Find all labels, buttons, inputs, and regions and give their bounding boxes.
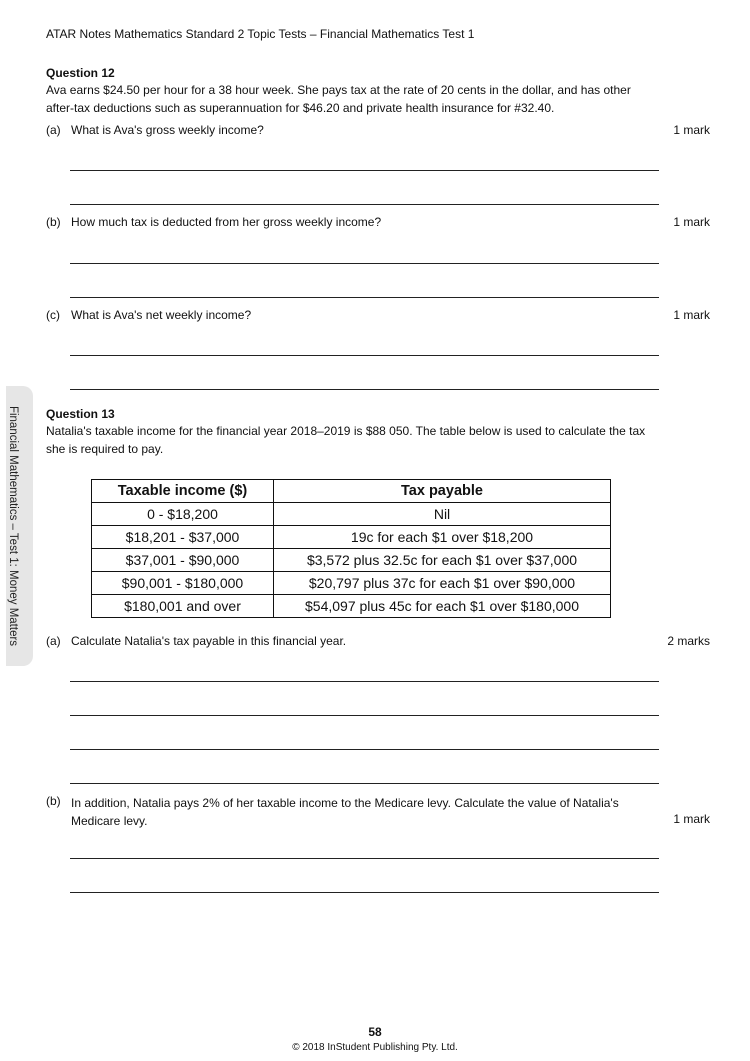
- part-label: (a): [46, 634, 61, 648]
- table-header-row: [92, 480, 611, 503]
- table-header-cell: Taxable income ($): [92, 480, 274, 503]
- part-text: What is Ava's net weekly income?: [71, 308, 252, 322]
- part-label: (b): [46, 215, 61, 229]
- part-text: How much tax is deducted from her gross weekly income?: [71, 215, 382, 229]
- part-text: Calculate Natalia's tax payable in this financial year.: [71, 634, 347, 648]
- part-label: (a): [46, 123, 61, 137]
- marks-13b: 1 mark: [673, 812, 710, 826]
- question-12c: [46, 308, 666, 324]
- question-12-intro-line1: Ava earns $24.50 per hour for a 38 hour week. She pays tax at the rate of 20 cents in the dollar, and has other: [46, 83, 631, 97]
- answer-line[interactable]: [70, 355, 659, 356]
- table-cell: $37,001 - $90,000: [92, 549, 274, 572]
- part-label: (b): [46, 794, 61, 808]
- question-12-intro: [46, 81, 662, 117]
- table-cell: $3,572 plus 32.5c for each $1 over $37,000: [274, 549, 611, 572]
- table-cell: $90,001 - $180,000: [92, 572, 274, 595]
- question-13b: [46, 794, 666, 830]
- question-13-intro: [46, 422, 662, 458]
- question-13-intro-line1: Natalia's taxable income for the financial year 2018–2019 is $88 050. The table below is used to calculate the tax: [46, 424, 646, 438]
- question-12a: [46, 123, 666, 139]
- table-row: [92, 595, 611, 618]
- table-cell: $20,797 plus 37c for each $1 over $90,000: [274, 572, 611, 595]
- page-header: ATAR Notes Mathematics Standard 2 Topic Tests – Financial Mathematics Test 1: [46, 27, 475, 41]
- part-text-line1: In addition, Natalia pays 2% of her taxable income to the Medicare levy. Calculate the value of Natalia's: [71, 796, 619, 810]
- table-cell: $180,001 and over: [92, 595, 274, 618]
- question-12-title: Question 12: [46, 66, 115, 80]
- marks-13a: 2 marks: [667, 634, 710, 648]
- table-cell: Nil: [274, 503, 611, 526]
- marks-12b: 1 mark: [673, 215, 710, 229]
- table-cell: 0 - $18,200: [92, 503, 274, 526]
- answer-line[interactable]: [70, 297, 659, 298]
- table-row: [92, 549, 611, 572]
- answer-line[interactable]: [70, 858, 659, 859]
- table-cell: 19c for each $1 over $18,200: [274, 526, 611, 549]
- answer-line[interactable]: [70, 170, 659, 171]
- question-12-intro-line2: after-tax deductions such as superannuation for $46.20 and private health insurance for #32.40.: [46, 101, 555, 115]
- answer-line[interactable]: [70, 681, 659, 682]
- answer-line[interactable]: [70, 715, 659, 716]
- answer-line[interactable]: [70, 749, 659, 750]
- side-tab-label: Financial Mathematics – Test 1: Money Matters: [7, 405, 19, 647]
- table-row: [92, 526, 611, 549]
- table-header-cell: Tax payable: [274, 480, 611, 503]
- answer-line[interactable]: [70, 389, 659, 390]
- answer-line[interactable]: [70, 204, 659, 205]
- table-row: [92, 503, 611, 526]
- question-13-intro-line2: she is required to pay.: [46, 442, 164, 456]
- answer-line[interactable]: [70, 892, 659, 893]
- table-cell: $54,097 plus 45c for each $1 over $180,000: [274, 595, 611, 618]
- question-13a: [46, 634, 666, 650]
- table-cell: $18,201 - $37,000: [92, 526, 274, 549]
- part-label: (c): [46, 308, 60, 322]
- answer-line[interactable]: [70, 783, 659, 784]
- question-12b: [46, 215, 666, 231]
- answer-line[interactable]: [70, 263, 659, 264]
- marks-12c: 1 mark: [673, 308, 710, 322]
- part-text-line2: Medicare levy.: [71, 814, 148, 828]
- table-row: [92, 572, 611, 595]
- part-text: [71, 794, 661, 830]
- page-number: 58: [368, 1025, 382, 1039]
- part-text: What is Ava's gross weekly income?: [71, 123, 264, 137]
- marks-12a: 1 mark: [673, 123, 710, 137]
- copyright: © 2018 InStudent Publishing Pty. Ltd.: [292, 1042, 458, 1053]
- question-13-title: Question 13: [46, 407, 115, 421]
- tax-table: [91, 479, 611, 618]
